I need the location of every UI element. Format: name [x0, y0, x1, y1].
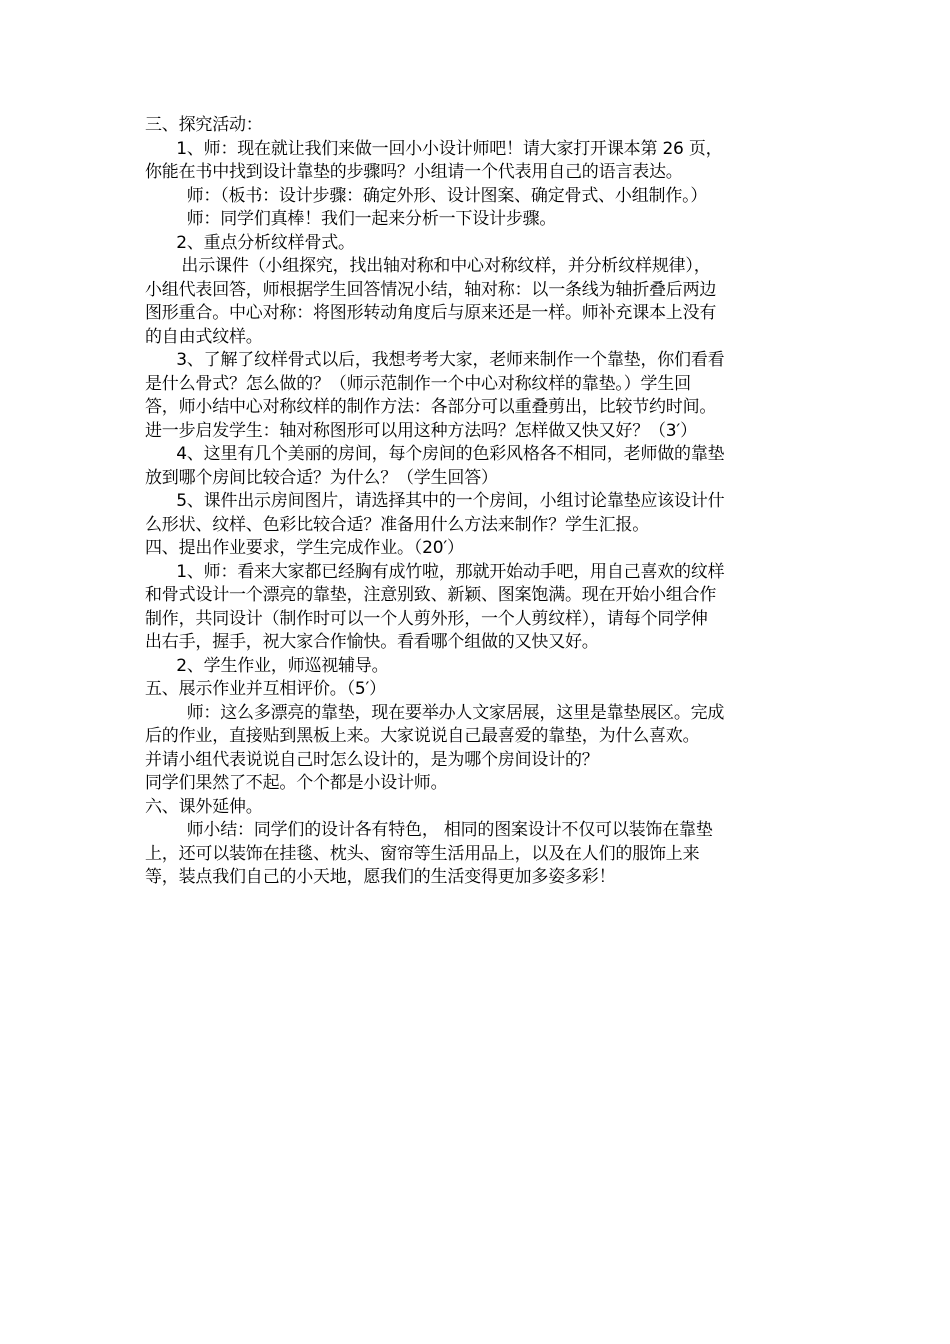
text-line: 师：同学们真棒！我们一起来分析一下设计步骤。: [145, 209, 557, 229]
document-body: [145, 114, 805, 890]
text-line: 师：（板书：设计步骤：确定外形、设计图案、确定骨式、小组制作。）: [145, 185, 708, 206]
text-line: 1、师：现在就让我们来做一回小小设计师吧！请大家打开课本第 26 页，: [145, 138, 723, 159]
text-line: 出右手，握手，祝大家合作愉快。看看哪个组做的又快又好。: [145, 632, 599, 652]
text-line: 4、这里有几个美丽的房间，每个房间的色彩风格各不相同，老师做的靠垫: [145, 444, 725, 464]
text-line: 小组代表回答，师根据学生回答情况小结，轴对称：以一条线为轴折叠后两边: [145, 279, 717, 300]
text-line: 5、课件出示房间图片，请选择其中的一个房间，小组讨论靠垫应该设计什: [145, 491, 725, 511]
text-line: 是什么骨式？怎么做的？（师示范制作一个中心对称纹样的靠垫。）学生回: [145, 373, 691, 394]
section-heading-extension: 六、课外延伸。: [145, 796, 263, 817]
text-line: 你能在书中找到设计靠垫的步骤吗？小组请一个代表用自己的语言表达。: [145, 162, 683, 182]
text-line: 3、了解了纹样骨式以后，我想考考大家，老师来制作一个靠垫，你们看看: [145, 350, 725, 370]
section-heading-explore: 三、探究活动：: [145, 115, 263, 135]
text-line: 图形重合。中心对称：将图形转动角度后与原来还是一样。师补充课本上没有: [145, 303, 717, 323]
text-line: 2、重点分析纹样骨式。: [145, 232, 355, 253]
text-line: 上，还可以装饰在挂毯、枕头、窗帘等生活用品上，以及在人们的服饰上来: [145, 843, 700, 864]
text-line: 制作，共同设计（制作时可以一个人剪外形，一个人剪纹样），请每个同学伸: [145, 608, 708, 629]
text-line: 同学们果然了不起。个个都是小设计师。: [145, 773, 448, 793]
text-line: 2、学生作业，师巡视辅导。: [145, 655, 389, 676]
text-line: 师小结：同学们的设计各有特色， 相同的图案设计不仅可以装饰在靠垫: [145, 820, 713, 840]
text-line: 1、师：看来大家都已经胸有成竹啦，那就开始动手吧，用自己喜欢的纹样: [145, 561, 725, 582]
text-line: 答，师小结中心对称纹样的制作方法：各部分可以重叠剪出，比较节约时间。: [145, 397, 717, 417]
text-line: 等，装点我们自己的小天地，愿我们的生活变得更加多姿多彩！: [145, 867, 616, 887]
text-line: 么形状、纹样、色彩比较合适？准备用什么方法来制作？学生汇报。: [145, 514, 649, 535]
text-line: 师：这么多漂亮的靠垫，现在要举办人文家居展，这里是靠垫展区。完成: [145, 702, 725, 723]
text-line: 和骨式设计一个漂亮的靠垫，注意别致、新颖、图案饱满。现在开始小组合作: [145, 585, 717, 605]
text-line: 出示课件（小组探究，找出轴对称和中心对称纹样，并分析纹样规律），: [145, 256, 711, 276]
text-line: 的自由式纹样。: [145, 326, 263, 347]
section-heading-evaluation: 五、展示作业并互相评价。（5′）: [145, 679, 386, 699]
text-line: 进一步启发学生：轴对称图形可以用这种方法吗？怎样做又快又好？（3′）: [145, 420, 697, 441]
text-line: 并请小组代表说说自己时怎么设计的，是为哪个房间设计的？: [145, 749, 599, 770]
text-line: 后的作业，直接贴到黑板上来。大家说说自己最喜爱的靠垫，为什么喜欢。: [145, 726, 700, 746]
section-heading-assignment: 四、提出作业要求，学生完成作业。（20′）: [145, 538, 464, 558]
text-line: 放到哪个房间比较合适？为什么？（学生回答）: [145, 467, 498, 488]
